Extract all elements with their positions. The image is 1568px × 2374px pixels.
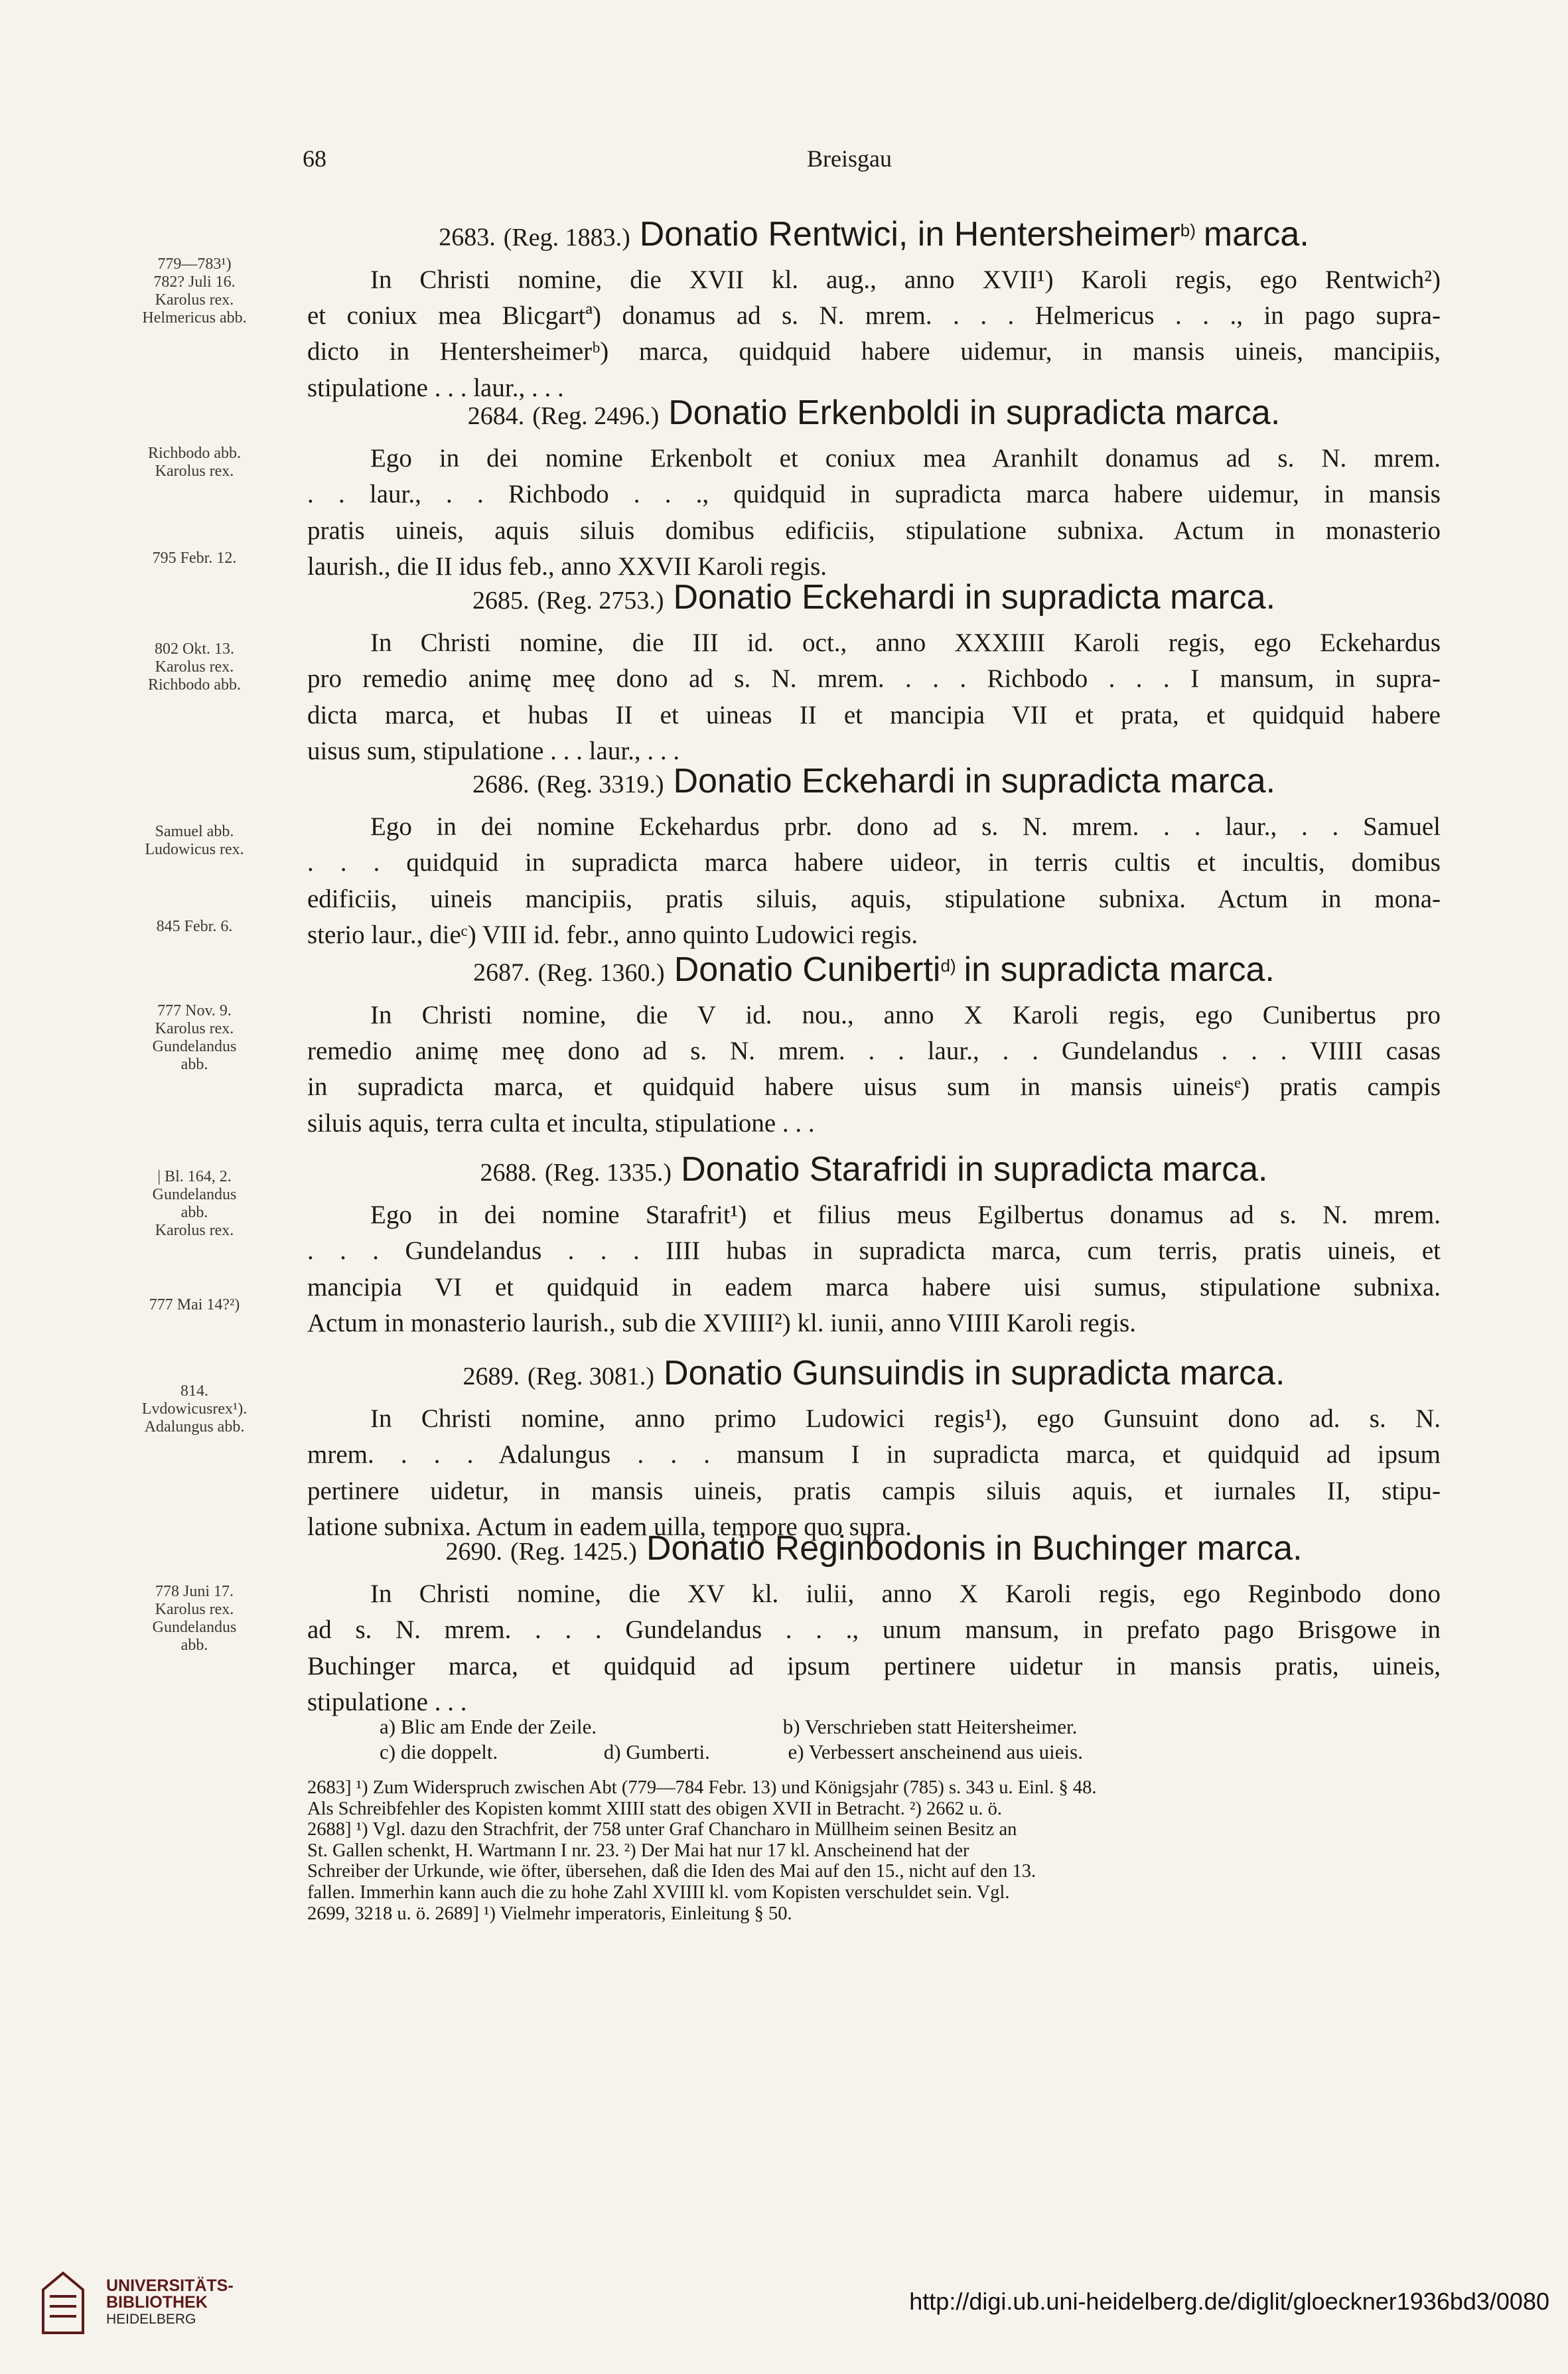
margin-note xyxy=(111,1002,277,1074)
charter-entry xyxy=(307,579,1441,770)
margin-note xyxy=(111,550,277,567)
entry-number: 2685. xyxy=(472,587,530,615)
text-line: et coniux mea Blicgartª) donamus ad s. N. mrem. . . . Helmericus . . ., in pago supra- xyxy=(307,301,1441,331)
charter-entry xyxy=(307,212,1441,406)
library-name-line: BIBLIOTHEK xyxy=(106,2293,208,2312)
entry-title: Donatio Eckehardi in supradicta marca. xyxy=(673,578,1276,617)
margin-note xyxy=(111,1296,277,1314)
footnote-marker: d) xyxy=(940,956,956,976)
text-line: Ego in dei nomine Eckehardus prbr. dono ad s. N. mrem. . . laur., . . Samuel xyxy=(370,812,1441,841)
text-note-row xyxy=(380,1740,1083,1765)
entry-text xyxy=(307,1197,1441,1342)
entry-title: Donatio Cuniberti xyxy=(674,950,941,989)
footnote-line: St. Gallen schenkt, H. Wartmann I nr. 23. ²) Der Mai hat nur 17 kl. Anscheinend hat der xyxy=(307,1840,969,1861)
text-line: edificiis, uineis mancipiis, pratis siluis, aquis, stipulatione subnixa. Actum in mona- xyxy=(307,884,1441,913)
margin-note-line: abb. xyxy=(180,1056,208,1073)
source-url-link[interactable]: http://digi.ub.uni-heidelberg.de/diglit/gloeckner1936bd3/0080 xyxy=(909,2288,1549,2315)
entry-text xyxy=(307,262,1441,407)
register-reference: (Reg. 1425.) xyxy=(510,1538,637,1566)
margin-note xyxy=(111,1382,277,1436)
text-line: In Christi nomine, die XV kl. iulii, anno X Karoli regis, ego Reginbodo dono xyxy=(370,1580,1441,1608)
entry-number: 2690. xyxy=(445,1538,502,1566)
margin-note-line: Karolus rex. xyxy=(155,463,234,480)
entry-heading xyxy=(307,1151,1441,1191)
entry-title: Donatio Rentwici, in Hentersheimer xyxy=(639,214,1180,254)
text-line: pertinere uidetur, in mansis uineis, pratis campis siluis aquis, et iurnales II, stipu- xyxy=(307,1476,1441,1505)
text-line: sterio laur., dieᶜ) VIII id. febr., anno quinto Ludowici regis. xyxy=(307,921,918,950)
margin-note xyxy=(111,445,277,481)
margin-note-line: Richbodo abb. xyxy=(148,676,241,694)
entry-number: 2688. xyxy=(480,1159,537,1187)
text-line: stipulatione . . . laur., . . . xyxy=(307,373,564,402)
text-line: mrem. . . . Adalungus . . . mansum I in supradicta marca, et quidquid ad ipsum xyxy=(307,1440,1441,1469)
entry-heading xyxy=(307,763,1441,802)
margin-note xyxy=(111,640,277,694)
margin-note-line: 795 Febr. 12. xyxy=(152,550,237,567)
entry-title: Donatio Eckehardi in supradicta marca. xyxy=(673,762,1276,800)
library-name xyxy=(106,2278,234,2328)
text-line: remedio animę meę dono ad s. N. mrem. . . laur., . . Gundelandus . . . VIIII casas xyxy=(307,1037,1441,1066)
text-line: in supradicta marca, et quidquid habere uisus sum in mansis uineisᵉ) pratis campis xyxy=(307,1073,1441,1102)
text-note: a) Blic am Ende der Zeile. xyxy=(380,1715,597,1738)
text-line: . . . Gundelandus . . . IIII hubas in supradicta marca, cum terris, pratis uineis, et xyxy=(307,1236,1441,1266)
register-reference: (Reg. 1883.) xyxy=(503,223,630,252)
margin-note-line: 814. xyxy=(180,1382,208,1400)
text-note: b) Verschrieben statt Heitersheimer. xyxy=(782,1715,1078,1738)
charter-entry xyxy=(307,1355,1441,1546)
register-reference: (Reg. 1360.) xyxy=(537,958,665,987)
margin-note xyxy=(111,823,277,859)
footnote-line: fallen. Immerhin kann auch die zu hohe Zahl XVIIII kl. vom Kopisten verschuldet sein. Vgl. xyxy=(307,1882,1010,1903)
register-reference: (Reg. 3319.) xyxy=(537,771,664,798)
entry-number: 2687. xyxy=(473,958,530,987)
margin-note-line: Karolus rex. xyxy=(155,291,234,309)
text-line: . . . quidquid in supradicta marca habere uideor, in terris cultis et incultis, domibus xyxy=(307,848,1441,877)
text-line: Buchinger marca, et quidquid ad ipsum pertinere uidetur in mansis pratis, uineis, xyxy=(307,1651,1441,1680)
text-line: Actum in monasterio laurish., sub die XVIIII²) kl. iunii, anno VIIII Karoli regis. xyxy=(307,1309,1136,1338)
margin-note-line: abb. xyxy=(180,1204,208,1221)
entry-heading xyxy=(307,948,1441,991)
running-title: Breisgau xyxy=(807,145,892,172)
margin-note-line: Karolus rex. xyxy=(155,1601,234,1618)
footnote-line: 2683] ¹) Zum Widerspruch zwischen Abt (779—784 Febr. 13) und Königsjahr (785) s. 343 u. Einl. § 48. xyxy=(307,1777,1097,1798)
register-reference: (Reg. 1335.) xyxy=(545,1159,672,1187)
entry-heading xyxy=(307,579,1441,619)
library-name-line: UNIVERSITÄTS- xyxy=(106,2276,234,2295)
margin-note-line: | Bl. 164, 2. xyxy=(157,1168,232,1185)
margin-note-line: Karolus rex. xyxy=(155,1222,234,1239)
margin-note xyxy=(111,1168,277,1240)
register-reference: (Reg. 3081.) xyxy=(527,1363,655,1390)
entry-text xyxy=(307,809,1441,954)
margin-note-line: 782? Juli 16. xyxy=(153,273,236,291)
margin-note-line: Lvdowicusrex¹). xyxy=(141,1400,248,1418)
text-line: dicto in Hentersheimerᵇ) marca, quidquid habere uidemur, in mansis uineis, mancipiis, xyxy=(307,337,1441,366)
text-note-row xyxy=(380,1714,1083,1740)
text-line: siluis aquis, terra culta et inculta, stipulatione . . . xyxy=(307,1108,815,1138)
text-note: c) die doppelt. xyxy=(380,1740,498,1763)
margin-note-line: Richbodo abb. xyxy=(148,445,241,462)
entry-number: 2684. xyxy=(467,402,525,430)
text-line: pro remedio animę meę dono ad s. N. mrem. . . . Richbodo . . . I mansum, in supra- xyxy=(307,664,1441,694)
margin-note-line: Helmericus abb. xyxy=(142,309,247,327)
footnote-line: Schreiber der Urkunde, wie öfter, übersehen, daß die Iden des Mai auf den 15., nicht auf den 13. xyxy=(307,1861,1036,1882)
entry-heading xyxy=(307,212,1441,256)
entry-title: Donatio Erkenboldi in supradicta marca. xyxy=(668,394,1281,432)
library-name-line: HEIDELBERG xyxy=(106,2312,196,2327)
margin-note-line: 845 Febr. 6. xyxy=(156,918,233,935)
text-critical-notes xyxy=(380,1714,1083,1765)
margin-note-line: Adalungus abb. xyxy=(144,1418,245,1436)
text-line: ad s. N. mrem. . . . Gundelandus . . ., unum mansum, in prefato pago Brisgowe in xyxy=(307,1615,1441,1645)
entry-heading xyxy=(307,1355,1441,1394)
text-line: In Christi nomine, die XVII kl. aug., anno XVII¹) Karoli regis, ego Rentwich²) xyxy=(370,265,1441,294)
entry-title: Donatio Gunsuindis in supradicta marca. xyxy=(664,1354,1285,1392)
text-line: Ego in dei nomine Erkenbolt et coniux mea Aranhilt donamus ad s. N. mrem. xyxy=(370,444,1441,473)
register-reference: (Reg. 2496.) xyxy=(532,402,660,430)
text-line: latione subnixa. Actum in eadem uilla, tempore quo supra. xyxy=(307,1513,912,1542)
entry-text xyxy=(307,1576,1441,1721)
footnote-line: 2699, 3218 u. ö. 2689] ¹) Vielmehr imperatoris, Einleitung § 50. xyxy=(307,1903,792,1924)
text-line: stipulatione . . . xyxy=(307,1688,467,1717)
entry-text xyxy=(307,625,1441,770)
text-line: uisus sum, stipulatione . . . laur., . . . xyxy=(307,737,680,766)
text-line: mancipia VI et quidquid in eadem marca habere uisi sumus, stipulatione subnixa. xyxy=(307,1272,1441,1301)
margin-note-line: 778 Juni 17. xyxy=(155,1583,234,1600)
margin-note xyxy=(111,256,277,327)
margin-note-line: 777 Nov. 9. xyxy=(157,1002,232,1019)
charter-entry xyxy=(307,763,1441,954)
margin-note xyxy=(111,1583,277,1655)
register-reference: (Reg. 2753.) xyxy=(537,587,664,615)
charter-entry xyxy=(307,1151,1441,1342)
margin-note-line: 779—783¹) xyxy=(157,256,232,273)
text-note: e) Verbessert anscheinend aus uieis. xyxy=(788,1740,1083,1763)
margin-note xyxy=(111,918,277,936)
entry-title: Donatio Starafridi in supradicta marca. xyxy=(681,1150,1268,1189)
footnote-line: 2688] ¹) Vgl. dazu den Strachfrit, der 758 unter Graf Chancharo in Müllheim seinen Besitz an xyxy=(307,1819,1017,1840)
footnote-line: Als Schreibfehler des Kopisten kommt XIIII statt des obigen XVII in Betracht. ²) 2662 u. ö. xyxy=(307,1798,1002,1819)
text-line: dicta marca, et hubas II et uineas II et mancipia VII et prata, et quidquid habere xyxy=(307,700,1441,729)
text-line: laurish., die II idus feb., anno XXVII Karoli regis. xyxy=(307,552,827,581)
entry-title: Donatio Reginbodonis in Buchinger marca. xyxy=(646,1529,1303,1568)
entry-number: 2689. xyxy=(463,1363,520,1390)
entry-heading xyxy=(307,1530,1441,1570)
text-line: In Christi nomine, anno primo Ludowici regis¹), ego Gunsuint dono ad. s. N. xyxy=(370,1404,1441,1433)
margin-note-line: Gundelandus xyxy=(152,1619,237,1636)
margin-note-line: Ludowicus rex. xyxy=(145,841,244,858)
text-line: Ego in dei nomine Starafrit¹) et filius meus Egilbertus donamus ad s. N. mrem. xyxy=(370,1201,1441,1229)
margin-note-line: abb. xyxy=(180,1637,208,1654)
text-line: In Christi nomine, die III id. oct., anno XXXIIII Karoli regis, ego Eckehardus xyxy=(370,629,1441,657)
entry-text xyxy=(307,441,1441,585)
margin-note-line: Karolus rex. xyxy=(155,1020,234,1037)
library-logo[interactable] xyxy=(40,2270,279,2343)
margin-note-line: 802 Okt. 13. xyxy=(155,640,234,658)
margin-note-line: Samuel abb. xyxy=(155,823,234,840)
text-line: In Christi nomine, die V id. nou., anno X Karoli regis, ego Cunibertus pro xyxy=(370,1000,1441,1029)
entry-title-tail: marca. xyxy=(1203,214,1309,254)
text-line: pratis uineis, aquis siluis domibus edificiis, stipulatione subnixa. Actum in monasterio xyxy=(307,516,1441,545)
entry-number: 2683. xyxy=(439,223,496,252)
entry-text xyxy=(307,1401,1441,1546)
margin-note-line: Gundelandus xyxy=(152,1038,237,1055)
charter-entry xyxy=(307,395,1441,585)
footnotes xyxy=(307,1777,1441,1924)
footnote-marker: b) xyxy=(1180,220,1196,240)
charter-entry xyxy=(307,1530,1441,1721)
margin-note-line: 777 Mai 14?²) xyxy=(149,1296,240,1313)
entry-heading xyxy=(307,395,1441,434)
margin-note-line: Gundelandus xyxy=(152,1186,237,1203)
margin-note-line: Karolus rex. xyxy=(155,658,234,676)
page-number: 68 xyxy=(303,145,326,172)
text-line: . . laur., . . Richbodo . . ., quidquid in supradicta marca habere uidemur, in mansis xyxy=(307,480,1441,509)
entry-text xyxy=(307,998,1441,1142)
library-logo-icon xyxy=(40,2270,86,2336)
entry-title-tail: in supradicta marca. xyxy=(963,950,1275,989)
entry-number: 2686. xyxy=(472,771,530,798)
charter-entry xyxy=(307,948,1441,1142)
text-note: d) Gumberti. xyxy=(603,1740,710,1763)
